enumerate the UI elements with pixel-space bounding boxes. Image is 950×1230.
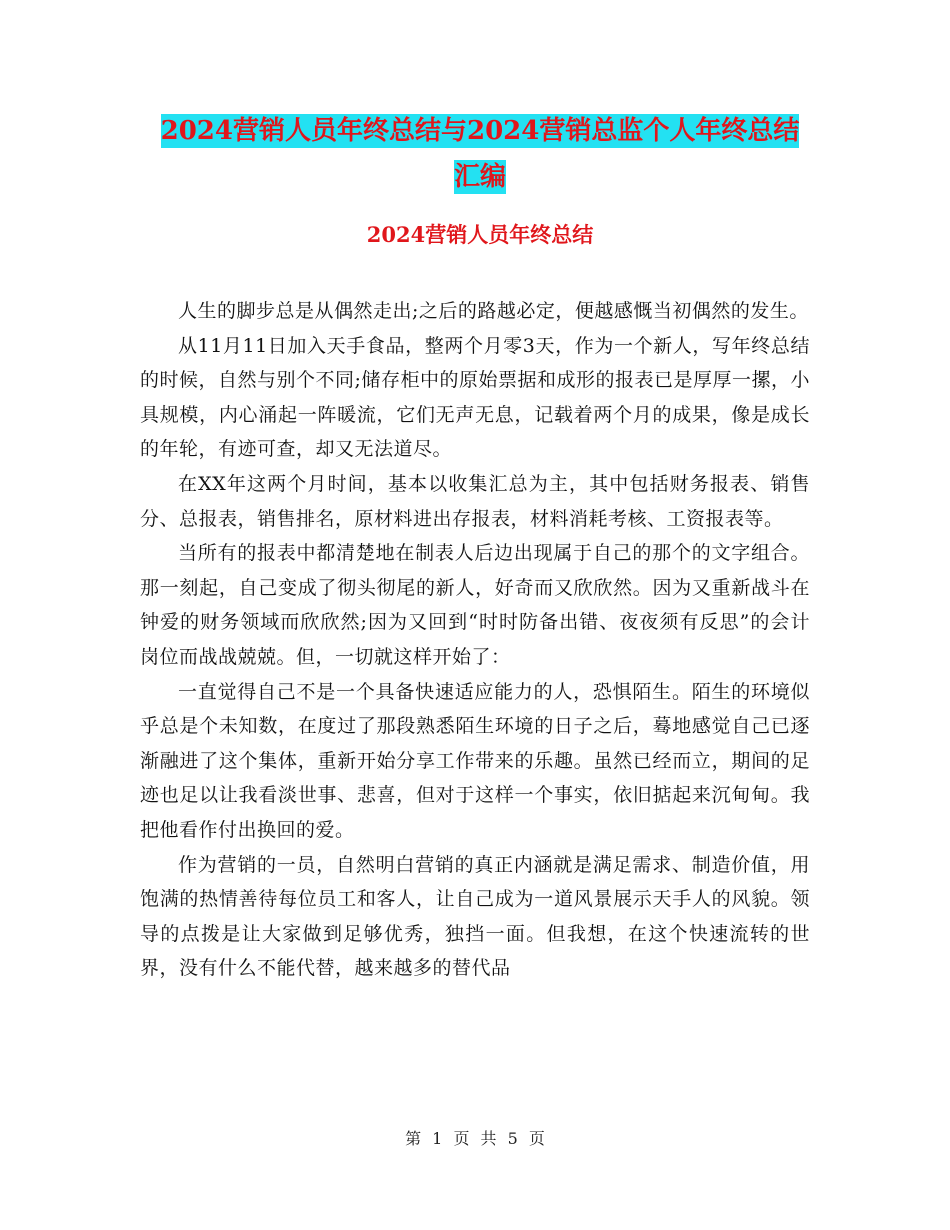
body-paragraph: 一直觉得自己不是一个具备快速适应能力的人，恐惧陌生。陌生的环境似乎总是个未知数，在度过了那段熟悉陌生环境的日子之后，蓦地感觉自己已逐渐融进了这个集体，重新开始分享工作带来的乐趣。虽然已经而立，期间的足迹也足以让我看淡世事、悲喜，但对于这样一个事实，依旧掂起来沉甸甸。我把他看作付出换回的爱。 (140, 680, 810, 841)
body-paragraph: 在XX年这两个月时间，基本以收集汇总为主，其中包括财务报表、销售分、总报表，销售排名，原材料进出存报表，材料消耗考核、工资报表等。 (140, 472, 810, 530)
body-paragraph: 当所有的报表中都清楚地在制表人后边出现属于自己的那个的文字组合。那一刻起，自己变成了彻头彻尾的新人，好奇而又欣欣然。因为又重新战斗在钟爱的财务领域而欣欣然;因为又回到“时时防备出错、夜夜须有反思”的会计岗位而战战兢兢。但，一切就这样开始了： (140, 542, 810, 668)
title-line-2: 汇编 (453, 162, 506, 192)
body-paragraph: 人生的脚步总是从偶然走出;之后的路越必定，便越感慨当初偶然的发生。 (178, 300, 809, 322)
document-title (140, 108, 820, 200)
section-heading: 2024营销人员年终总结 (366, 222, 594, 247)
body-paragraph: 从11月11日加入天手食品，整两个月零3天，作为一个新人，写年终总结的时候，自然与别个不同;储存柜中的原始票据和成形的报表已是厚厚一摞，小具规模，内心涌起一阵暖流，它们无声无息，记载着两个月的成果，像是成长的年轮，有迹可查，却又无法道尽。 (140, 334, 810, 461)
body-paragraph: 作为营销的一员，自然明白营销的真正内涵就是满足需求、制造价值，用饱满的热情善待每位员工和客人，让自己成为一道风景展示天手人的风貌。领导的点拨是让大家做到足够优秀，独挡一面。但我想，在这个快速流转的世界，没有什么不能代替，越来越多的替代品 (140, 853, 810, 980)
page-footer: 第 1 页 共 5 页 (405, 1129, 545, 1148)
document-body (140, 294, 810, 986)
title-line-1: 2024营销人员年终总结与2024营销总监个人年终总结 (160, 116, 800, 146)
